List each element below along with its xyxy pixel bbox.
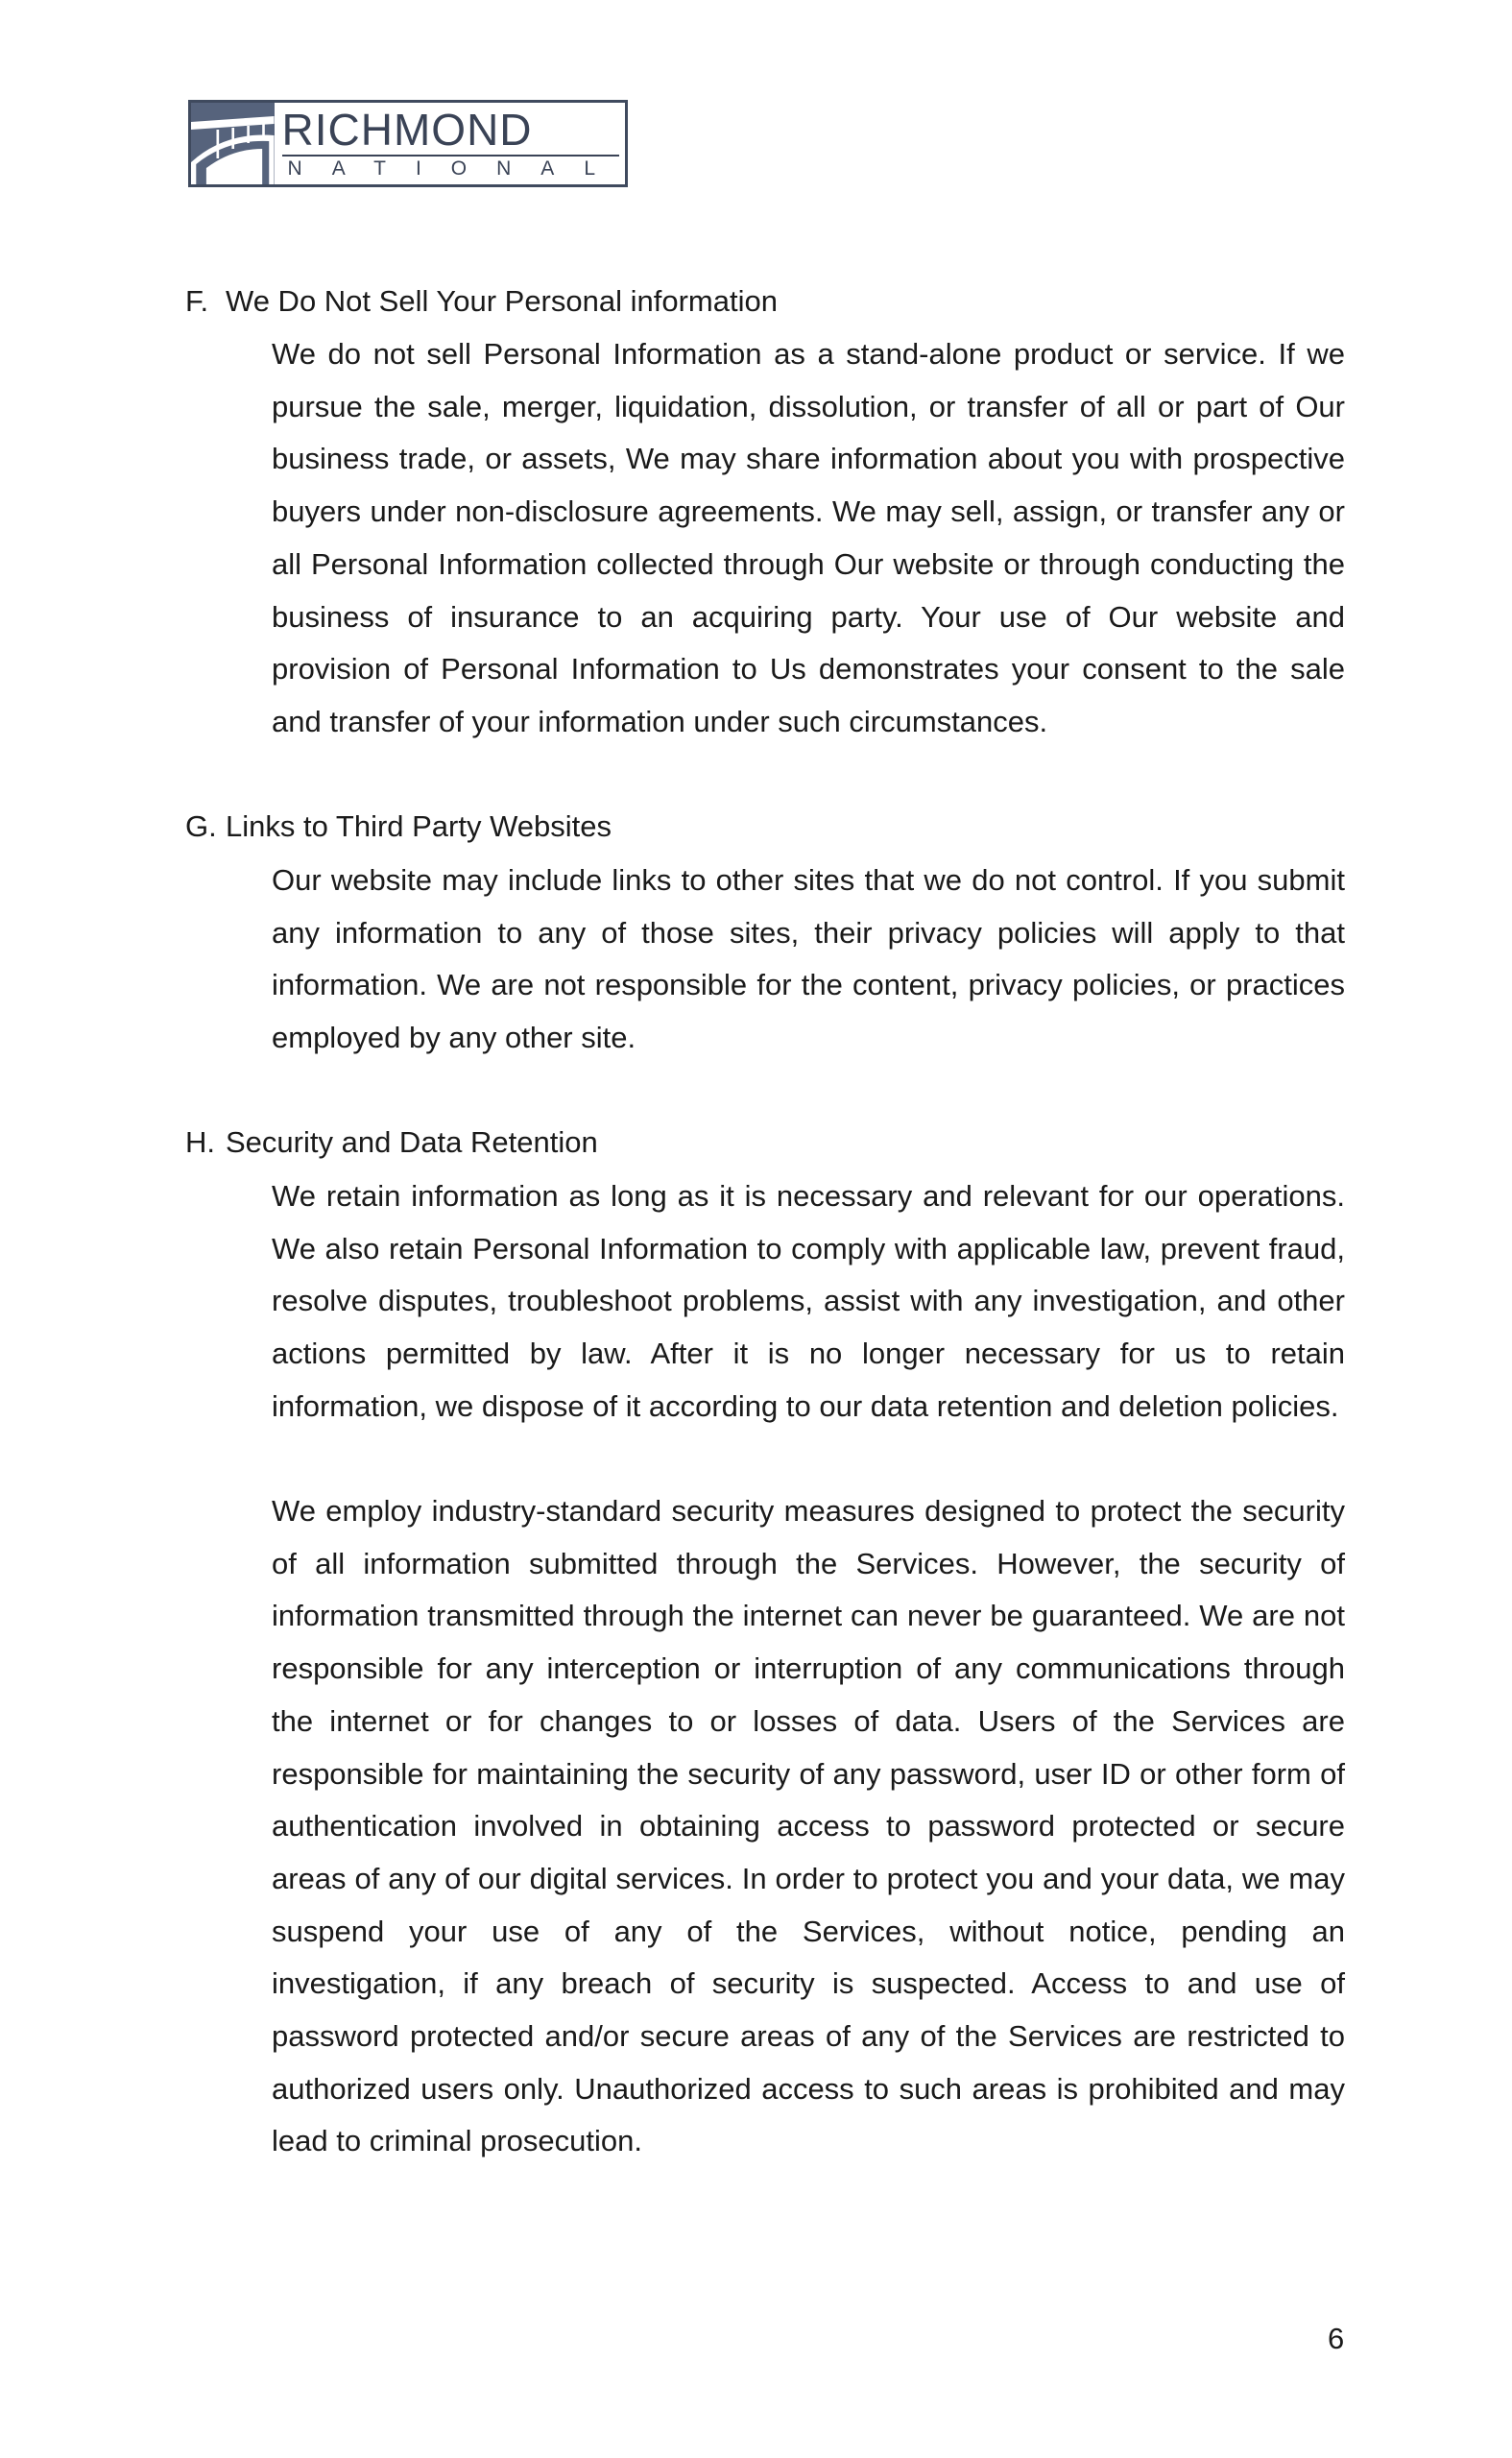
logo-wordmark-top: RICHMOND [281,105,533,155]
section-letter: F. [185,284,209,318]
logo-wordmark-bottom: NATIONAL [287,157,625,180]
section-letter: G. [185,809,217,843]
bridge-icon [191,103,275,184]
section-heading-f [185,284,778,319]
richmond-national-logo [188,100,628,187]
section-title: We Do Not Sell Your Personal information [226,284,778,318]
section-h-paragraph-2: We employ industry-standard security measures designed to protect the security of all information submitted through the Services. However, the security of information transmitted through the internet can never be guaranteed. We are not responsible for any interception or interruption of any communications through the internet or for changes to or losses of data. Users of the Services are responsible for maintaining the security of any password, user ID or other form of authentication involved in obtaining access to password protected or secure areas of any of our digital services. In order to protect you and your data, we may suspend your use of any of the Services, without notice, pending an investigation, if any breach of security is suspected. Access to and use of password protected and/or secure areas of any of the Services are restricted to authorized users only. Unauthorized access to such areas is prohibited and may lead to criminal prosecution. [272,1494,1345,2158]
section-title: Links to Third Party Websites [226,809,612,843]
section-title: Security and Data Retention [226,1125,598,1159]
section-h-paragraph-1: We retain information as long as it is necessary and relevant for our operations. We also retain Personal Information to comply with applicable law, prevent fraud, resolve disputes, troubleshoot problems, assist with any investigation, and other actions permitted by law. After it is no longer necessary for us to retain information, we dispose of it according to our data retention and deletion policies. [272,1179,1345,1423]
logo-divider [282,155,619,157]
logo-wordmark [275,103,625,184]
page-number: 6 [1328,2322,1345,2355]
section-f-paragraph: We do not sell Personal Information as a stand-alone product or service. If we pursue the sale, merger, liquidation, dissolution, or transfer of all or part of Our business trade, or assets, We may share information about you with prospective buyers under non-disclosure agreements. We may sell, assign, or transfer any or all Personal Information collected through Our website or through conducting the business of insurance to an acquiring party. Your use of Our website and provision of Personal Information to Us demonstrates your consent to the sale and transfer of your information under such circumstances. [272,337,1345,738]
section-g-paragraph: Our website may include links to other sites that we do not control. If you submit any information to any of those sites, their privacy policies will apply to that information. We are not responsible for the content, privacy policies, or practices employed by any other site. [272,863,1345,1055]
section-letter: H. [185,1125,215,1159]
section-heading-h [185,1125,598,1160]
section-heading-g [185,809,612,844]
